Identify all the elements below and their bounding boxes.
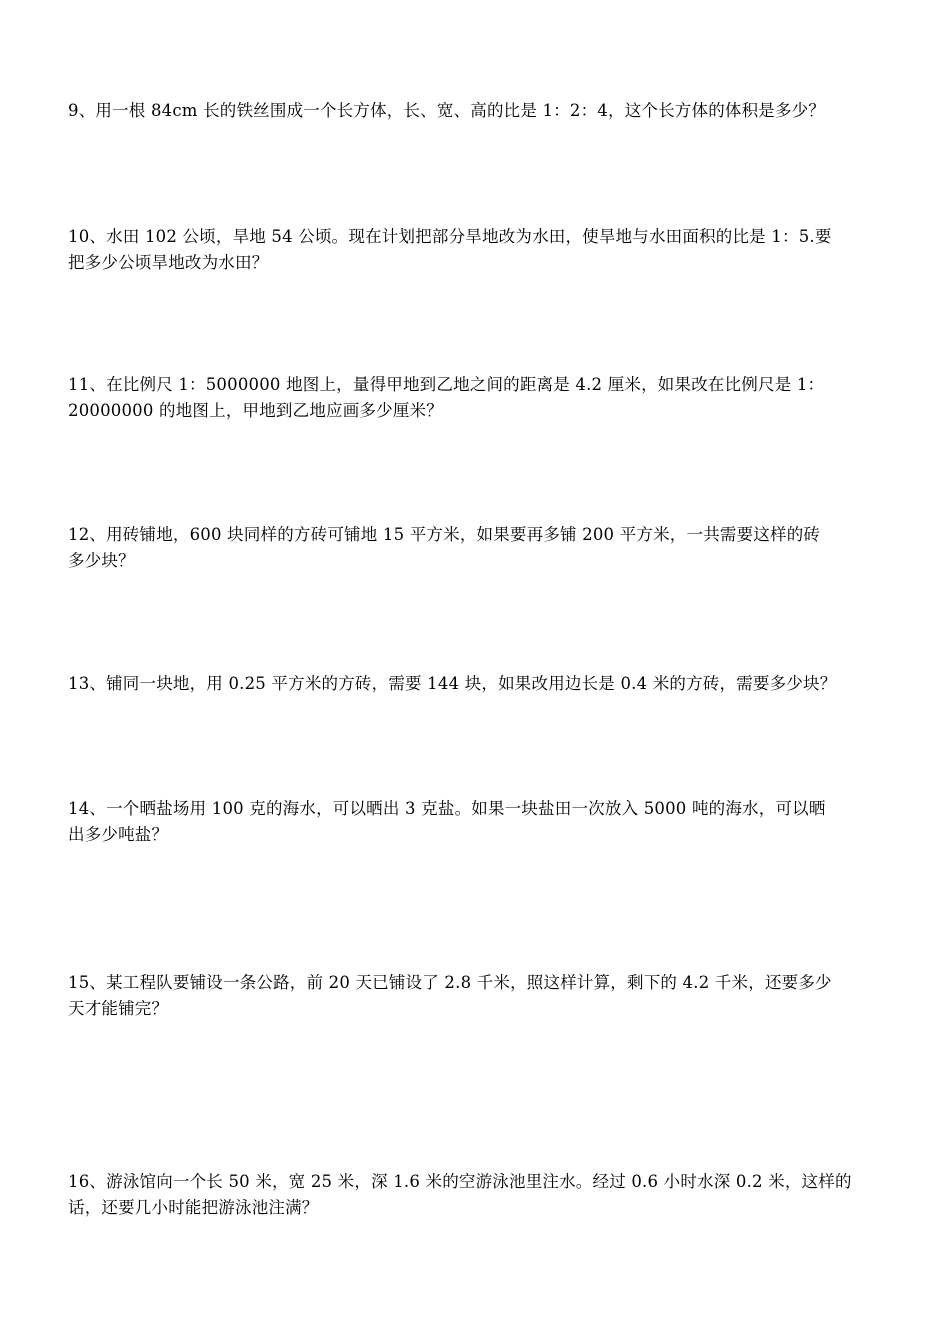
question-15-line-2: 天才能铺完？ bbox=[68, 999, 169, 1018]
question-16-line-1: 16、游泳馆向一个长 50 米，宽 25 米，深 1.6 米的空游泳池里注水。经过 0.6 小时水深 0.2 米，这样的 bbox=[68, 1172, 852, 1191]
question-14-line-1: 14、一个晒盐场用 100 克的海水，可以晒出 3 克盐。如果一块盐田一次放入 5000 吨的海水，可以晒 bbox=[68, 799, 826, 818]
question-10-line-2: 把多少公顷旱地改为水田？ bbox=[68, 253, 269, 272]
question-13-line-1: 13、铺同一块地，用 0.25 平方米的方砖，需要 144 块，如果改用边长是 0.4 米的方砖，需要多少块？ bbox=[68, 674, 837, 693]
question-11-line-2: 20000000 的地图上，甲地到乙地应画多少厘米？ bbox=[68, 401, 443, 420]
question-12 bbox=[68, 522, 884, 574]
question-15-line-1: 15、某工程队要铺设一条公路，前 20 天已铺设了 2.8 千米，照这样计算，剩下的 4.2 千米，还要多少 bbox=[68, 973, 832, 992]
question-15 bbox=[68, 970, 884, 1022]
question-9 bbox=[68, 98, 884, 124]
question-11-line-1: 11、在比例尺 1：5000000 地图上，量得甲地到乙地之间的距离是 4.2 厘米，如果改在比例尺是 1： bbox=[68, 375, 825, 394]
question-9-line-1: 9、用一根 84cm 长的铁丝围成一个长方体，长、宽、高的比是 1：2：4，这个长方体的体积是多少？ bbox=[68, 101, 826, 120]
question-13 bbox=[68, 671, 884, 697]
question-11 bbox=[68, 372, 884, 424]
question-14-line-2: 出多少吨盐？ bbox=[68, 825, 169, 844]
question-12-line-1: 12、用砖铺地，600 块同样的方砖可铺地 15 平方米，如果要再多铺 200 平方米，一共需要这样的砖 bbox=[68, 525, 821, 544]
question-10-line-1: 10、水田 102 公顷，旱地 54 公顷。现在计划把部分旱地改为水田，使旱地与水田面积的比是 1：5.要 bbox=[68, 227, 832, 246]
question-12-line-2: 多少块？ bbox=[68, 551, 135, 570]
question-14 bbox=[68, 796, 884, 848]
question-16-line-2: 话，还要几小时能把游泳池注满？ bbox=[68, 1198, 319, 1217]
question-16 bbox=[68, 1169, 884, 1221]
question-10 bbox=[68, 224, 884, 276]
